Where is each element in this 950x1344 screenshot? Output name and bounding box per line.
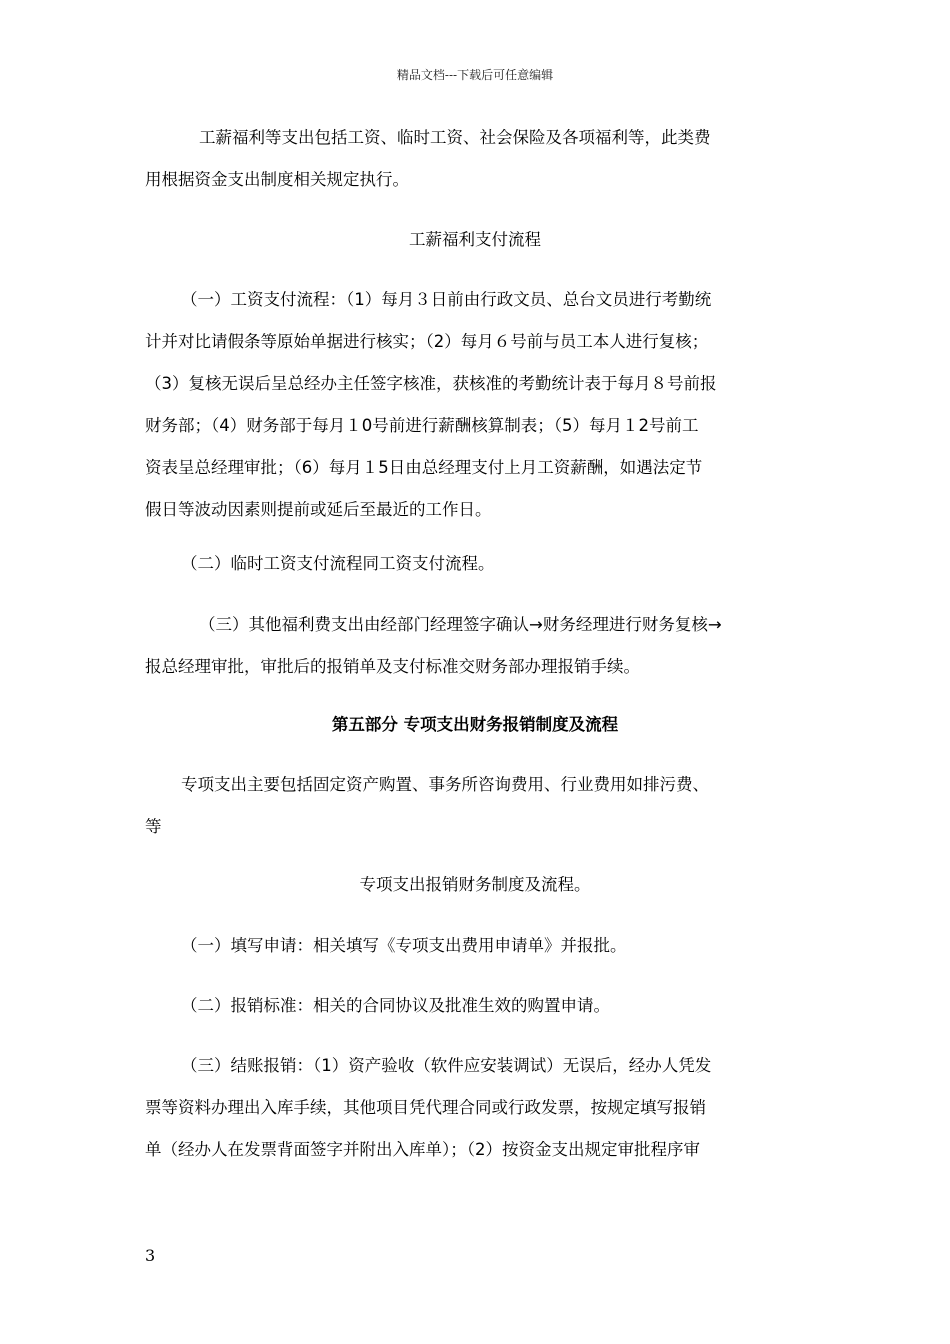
paragraph-line: 计并对比请假条等原始单据进行核实；（2）每月６号前与员工本人进行复核； (145, 332, 709, 351)
paragraph-line: 报总经理审批，审批后的报销单及支付标准交财务部办理报销手续。 (145, 657, 640, 676)
paragraph-wage-payment-flow (145, 279, 805, 531)
paragraph-line: 假日等波动因素则提前或延后至最近的工作日。 (145, 500, 492, 519)
paragraph-line: 资表呈总经理审批；（6）每月１5日由总经理支付上月工资薪酬，如遇法定节 (145, 458, 703, 477)
paragraph-line: （三）结账报销：（1）资产验收（软件应安装调试）无误后，经办人凭发 (181, 1056, 712, 1075)
paragraph-fill-application (145, 925, 805, 967)
part-five-heading: 第五部分 专项支出财务报销制度及流程 (331, 715, 619, 734)
paragraph-line: 等 (145, 817, 162, 836)
paragraph-line: 专项支出主要包括固定资产购置、事务所咨询费用、行业费用如排污费、 (181, 775, 709, 794)
paragraph-settlement-reimbursement (145, 1045, 805, 1171)
paragraph-line: 工薪福利等支出包括工资、临时工资、社会保险及各项福利等，此类费 (199, 128, 711, 147)
paragraph-line: （3）复核无误后呈总经办主任签字核准，获核准的考勤统计表于每月８号前报 (145, 374, 717, 393)
paragraph-line: （二）报销标准：相关的合同协议及批准生效的购置申请。 (181, 996, 610, 1015)
paragraph-line: 单（经办人在发票背面签字并附出入库单）；（2）按资金支出规定审批程序审 (145, 1140, 700, 1159)
paragraph-temporary-wage-flow (145, 543, 805, 585)
paragraph-line: 用根据资金支出制度相关规定执行。 (145, 170, 409, 189)
paragraph-line: （三）其他福利费支出由经部门经理签字确认→财务经理进行财务复核→ (199, 615, 722, 634)
paragraph-line: （一）填写申请：相关填写《专项支出费用申请单》并报批。 (181, 936, 627, 955)
paragraph-line: （二）临时工资支付流程同工资支付流程。 (181, 554, 495, 573)
section-heading-special-expense: 专项支出报销财务制度及流程。 (359, 875, 591, 894)
paragraph-reimbursement-standard (145, 985, 805, 1027)
page-number: 3 (145, 1246, 156, 1265)
paragraph-other-welfare-flow (145, 604, 805, 688)
paragraph-line: （一）工资支付流程：（1）每月３日前由行政文员、总台文员进行考勤统 (181, 290, 712, 309)
paragraph-line: 票等资料办理出入库手续，其他项目凭代理合同或行政发票，按规定填写报销 (145, 1098, 706, 1117)
paragraph-special-expense-intro (145, 764, 805, 848)
page-header: 精品文档---下载后可任意编辑 (396, 68, 554, 82)
paragraph-salary-welfare (145, 117, 805, 201)
paragraph-line: 财务部；（4）财务部于每月１0号前进行薪酬核算制表；（5）每月１2号前工 (145, 416, 699, 435)
section-heading-salary-flow: 工薪福利支付流程 (409, 230, 541, 249)
